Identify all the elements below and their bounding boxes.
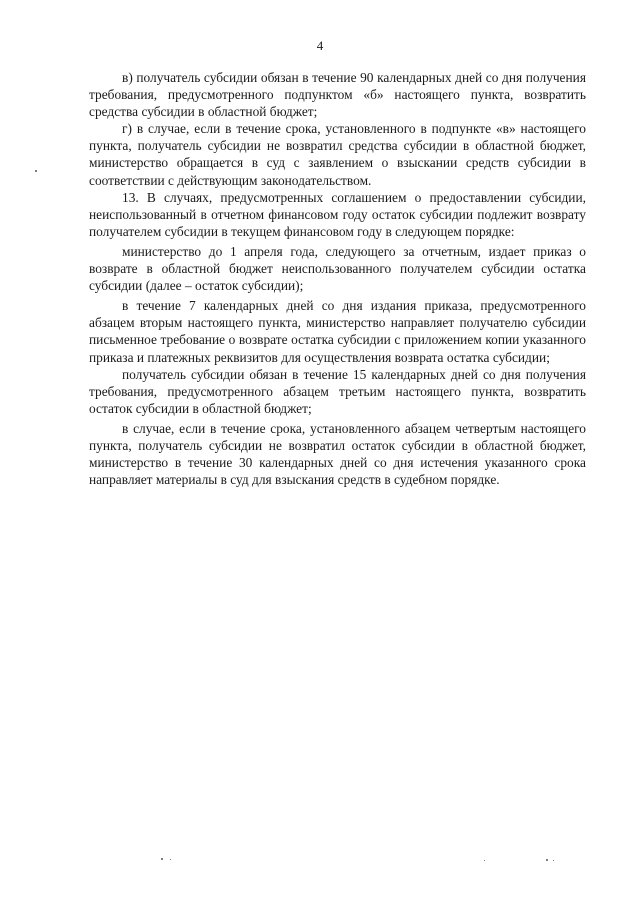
- scan-speck: [35, 170, 37, 172]
- paragraph-written-demand: в течение 7 календарных дней со дня издания приказа, предусмотренного абзацем вторым настоящего пункта, министерство направляет получателю субсидии письменное требование о возврате остатка субсидии с приложением копии указанного приказа и платежных реквизитов для осуществления возврата остатка субсидии;: [89, 298, 586, 365]
- paragraph-g: г) в случае, если в течение срока, установленного в подпункте «в» настоящего пункта, получатель субсидии не возвратил средства субсидии в областной бюджет, министерство обращается в суд с заявлением о взыскании средств субсидии в соответствии с действующим законодательством.: [89, 121, 586, 188]
- paragraph-ministry-order: министерство до 1 апреля года, следующего за отчетным, издает приказ о возврате в областной бюджет неиспользованного получателем субсидии остатка субсидии (далее – остаток субсидии);: [89, 243, 586, 294]
- paragraph-court-action: в случае, если в течение срока, установленного абзацем четвертым настоящего пункта, получатель субсидии не возвратил остаток субсидии в областной бюджет, министерство в течение 30 календарных дней со дня истечения указанного срока направляет материалы в суд для взыскания средств в судебном порядке.: [89, 420, 586, 488]
- scan-speck: [161, 858, 163, 860]
- paragraph-return-obligation: получатель субсидии обязан в течение 15 календарных дней со дня получения требования, предусмотренного абзацем третьим настоящего пункта, возвратить остаток субсидии в областной бюджет;: [89, 366, 586, 416]
- scan-speck: [484, 860, 485, 861]
- document-body: [89, 69, 586, 488]
- page-number: 4: [316, 38, 324, 53]
- paragraph-v: в) получатель субсидии обязан в течение 90 календарных дней со дня получения требования, предусмотренного подпунктом «б» настоящего пункта, возвратить средства субсидии в областной бюджет;: [89, 70, 586, 120]
- paragraph-13: 13. В случаях, предусмотренных соглашением о предоставлении субсидии, неиспользованный в отчетном финансовом году остаток субсидии подлежит возврату получателем субсидии в текущем финансовом году в следующем порядке:: [89, 189, 586, 239]
- scan-speck: [553, 860, 554, 861]
- scan-speck: [170, 859, 171, 860]
- scan-speck: [546, 859, 548, 861]
